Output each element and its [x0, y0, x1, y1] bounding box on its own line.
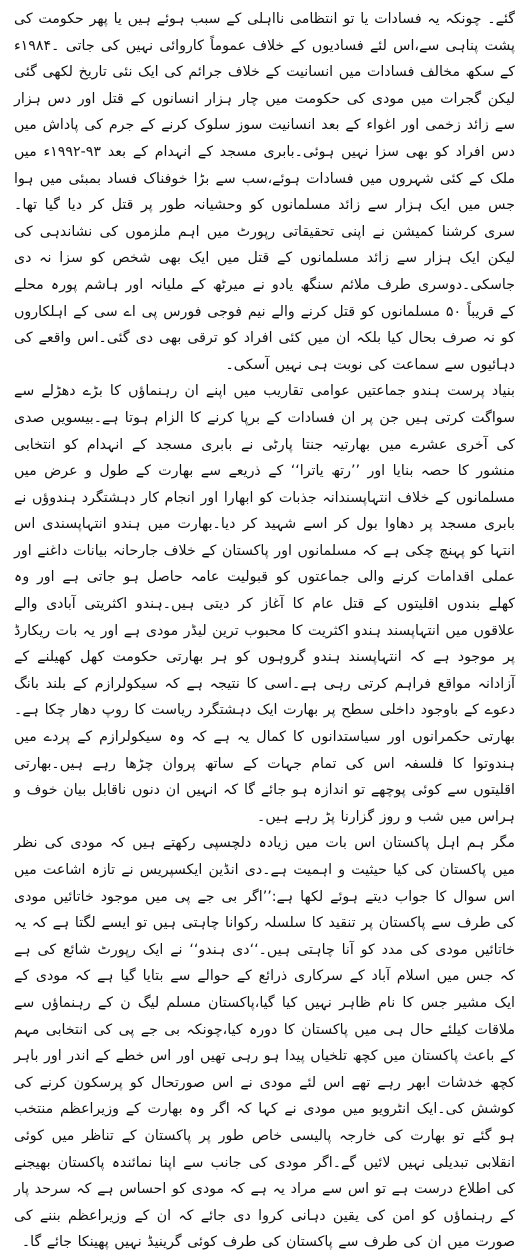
article-paragraph-2: بنیاد پرست ہندو جماعتیں عوامی تقاریب میں اپنے ان رہنماؤں کا بڑے دھڑلے سے سواگت کرتی ہیں جن پر ان فسادات کے برپا کرنے کا الزام ہوتا ہے۔بیسویں صدی کی آخری عشرے میں بھارتیہ جنتا پارٹی نے بابری مسجد کے انہدام کو انتخابی منشور کا حصہ بنایا اور ’’رتھ یاترا‘‘ کے ذریعے سے بھارت کے طول و عرض میں مسلمانوں کے خلاف انتہاپسندانہ جذبات کو ابھارا اور انجام کار دہشتگرد ہندوؤں نے بابری مسجد پر دھاوا بول کر اسے شہید کر دیا۔بھارت میں ہندو انتہاپسندی اس انتہا کو پہنچ چکی ہے کہ مسلمانوں اور پاکستان کے خلاف جارحانہ بیانات داغنے اور عملی اقدامات کرنے والی جماعتوں کو قبولیت عامہ حاصل ہو جاتی ہے اور وہ کھلے بندوں اقلیتوں کے قتل عام کا آغاز کر دیتی ہیں۔ہندو اکثریتی آبادی والے علاقوں میں انتہاپسند ہندو اکثریت کا محبوب ترین لیڈر مودی ہے اور یہ بات ریکارڈ پر موجود ہے کہ انتہاپسند ہندو گروہوں کو ہر بھارتی حکومت کھل کھیلنے کے آزادانہ مواقع فراہم کرتی رہی ہے۔اسی کا نتیجہ ہے کہ سیکولرازم کے بلند بانگ دعوے کے باوجود داخلی سطح پر بھارت ایک دہشتگرد ریاست کا روپ دھار چکا ہے۔بھارتی حکمرانوں اور سیاستدانوں کا کمال یہ ہے کہ وہ سیکولرازم کے پردے میں ہندوتوا کا فلسفہ اس کی تمام جہات کے ساتھ پروان چڑھا رہے ہیں۔بھارتی اقلیتوں سے کوئی پوچھے تو اندازہ ہو جائے گا کہ انہیں ان دنوں ناقابل بیان خوف و ہراس میں شب و روز گزارنا پڑ رہے ہیں۔: [14, 383, 515, 825]
article-paragraph-3: مگر ہم اہل پاکستان اس بات میں زیادہ دلچسپی رکھتے ہیں کہ مودی کی نظر میں پاکستان کی کیا حیثیت و اہمیت ہے۔دی انڈین ایکسپریس نے تازہ اشاعت میں اس سوال کا جواب دیتے ہوئے لکھا ہے:’’اگر بی جے پی میں موجود خاتائیں مودی کی طرف سے پاکستان پر تنقید کا سلسلہ رکوانا چاہتی ہیں تو ایسے لگتا ہے کہ یہ خاتائیں مودی کی مدد کو آنا چاہتی ہیں۔‘‘دی ہندو‘‘ نے ایک رپورٹ شائع کی ہے کہ جس میں اسلام آباد کے سرکاری ذرائع کے حوالے سے بتایا گیا ہے کہ مودی کے ایک مشیر جس کا نام ظاہر نہیں کیا گیا،پاکستان مسلم لیگ ن کے رہنماؤں سے ملاقات کیلئے حال ہی میں پاکستان کا دورہ کیا،چونکہ بی جے پی کی انتخابی مہم کے باعث پاکستان میں کچھ تلخیاں پیدا ہو رہی تھیں اور اس خطے کے اندر اور باہر کچھ خدشات ابھر رہے تھے اس لئے مودی نے اس صورتحال کو پرسکون کرنے کی کوشش کی۔ایک انٹرویو میں مودی نے کہا کہ اگر وہ بھارت کے وزیراعظم منتخب ہو گئے تو بھارت کی خارجہ پالیسی خاص طور پر پاکستان کے تناظر میں کوئی انقلابی تبدیلی نہیں لائیں گے۔اگر مودی کی جانب سے اپنا نمائندہ پاکستان بھیجنے کی اطلاع درست ہے تو اس سے مراد یہ ہے کہ مودی کو احساس ہے کہ سرحد پار کے رہنماؤں کو امن کی یقین دہانی کروا دی جائے کہ ان کے وزیراعظم بننے کی صورت میں ان کی طرف سے پاکستان کی طرف کوئی گرینیڈ نہیں پھینکا جائے گا۔: [14, 835, 515, 1251]
article-paragraph-1: گئے۔ چونکہ یہ فسادات یا تو انتظامی نااہلی کے سبب ہوئے ہیں یا پھر حکومت کی پشت پناہی سے،اس لئے فسادیوں کے خلاف عموماً کاروائی نہیں کی جاتی ۔۱۹۸۴ء کے سکھ مخالف فسادات میں انسانیت کے خلاف جرائم کی ایک نئی تاریخ لکھی گئی لیکن گجرات میں مودی کی حکومت میں چار ہزار انسانوں کے قتل اور دس ہزار سے زائد زخمی اور اغواء کے بعد انسانیت سوز سلوک کرنے کے جرم کی پاداش میں دس افراد کو بھی سزا نہیں ہوئی۔بابری مسجد کے انہدام کے بعد ۹۳-۱۹۹۲ء میں ملک کے کئی شہروں میں فسادات ہوئے،سب سے بڑا خوفناک فساد بمبئی میں ہوا جس میں ایک ہزار سے زائد مسلمانوں کو وحشیانہ طور پر قتل کر دیا گیا تھا۔سری کرشنا کمیشن نے اپنی تحقیقاتی رپورٹ میں اہم ملزموں کی نشاندہی کی لیکن ایک ہزار سے زائد مسلمانوں کے قتل میں ایک بھی شخص کو سزا نہ دی جاسکی۔دوسری طرف ملائم سنگھ یادو نے میرٹھ کے ملیانہ اور ہاشم پورہ محلے کے قریباً ۵۰ مسلمانوں کو قتل کرنے والے نیم فوجی فورس پی اے سی کے اہلکاروں کو نہ صرف بحال کیا بلکہ ان میں کئی افراد کو ترقی بھی دی گئی۔اس واقعے کی دہائیوں سے سماعت کی نوبت ہی نہیں آسکی۔: [14, 11, 516, 373]
